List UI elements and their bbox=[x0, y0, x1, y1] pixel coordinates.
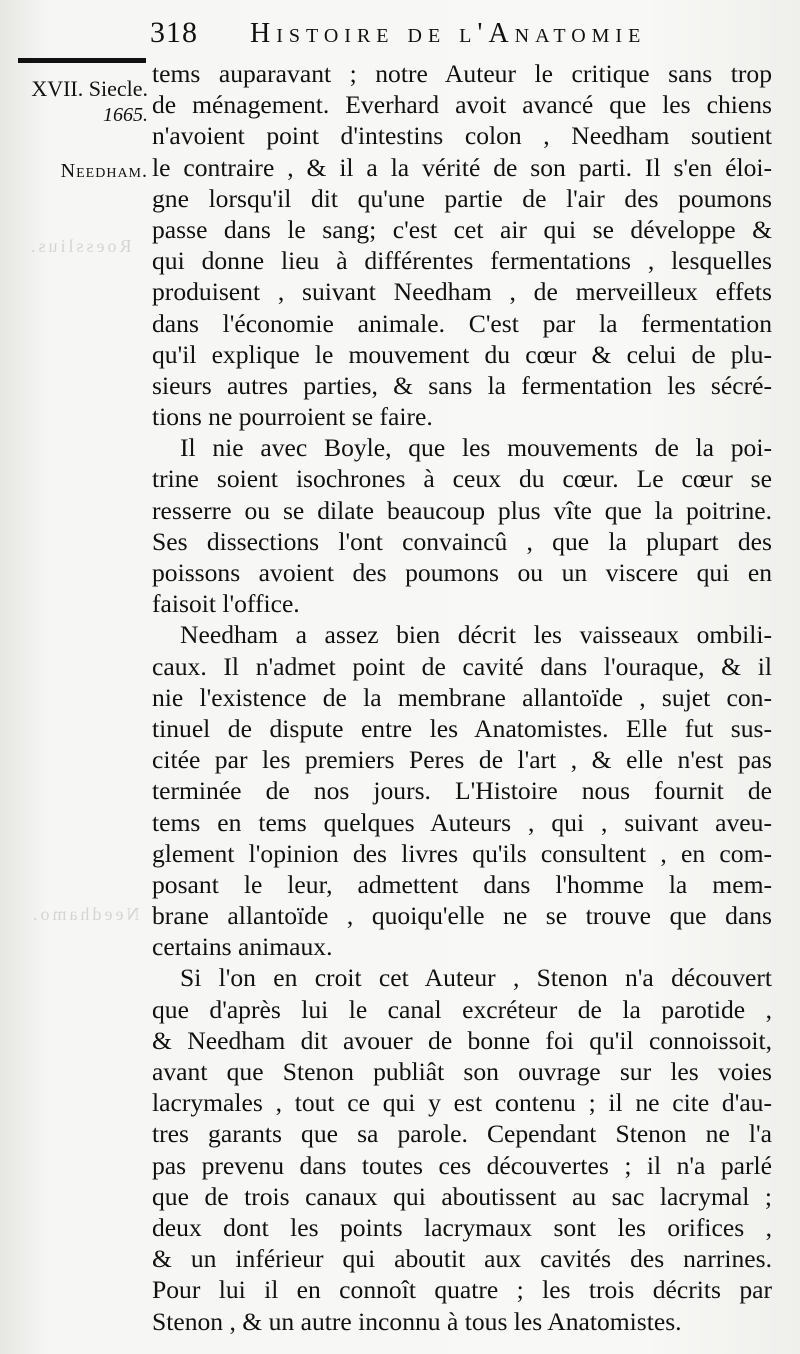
text-line: Ses dissections l'ont convaincû , que la plupart des bbox=[152, 526, 772, 556]
text-line: que d'après lui le canal excréteur de la parotide , bbox=[152, 994, 772, 1024]
text-line: resserre ou se dilate beaucoup plus vîte que la poitrine. bbox=[152, 495, 772, 525]
paragraph bbox=[152, 962, 772, 1336]
text-line: lacrymales , tout ce qui y est contenu ; il ne cite d'au- bbox=[152, 1088, 772, 1118]
text-line: Needham a assez bien décrit les vaisseaux ombili- bbox=[180, 620, 772, 650]
body-text bbox=[152, 58, 772, 1337]
paragraph bbox=[152, 619, 772, 962]
text-line: dans l'économie animale. C'est par la fermentation bbox=[152, 308, 772, 338]
margin-note-century: XVII. Siecle. bbox=[31, 76, 148, 101]
text-line: terminée de nos jours. L'Histoire nous fournit de bbox=[152, 776, 772, 806]
text-line: tions ne pourroient se faire. bbox=[152, 402, 433, 432]
text-line: trine soient isochrones à ceux du cœur. Le cœur se bbox=[152, 464, 772, 494]
text-line: deux dont les points lacrymaux sont les orifices , bbox=[152, 1212, 772, 1242]
text-line: gne lorsqu'il dit qu'une partie de l'air des poumons bbox=[152, 183, 772, 213]
text-line: tres garants que sa parole. Cependant Stenon ne l'a bbox=[152, 1119, 772, 1149]
text-line: brane allantoïde , quoiqu'elle ne se trouve que dans bbox=[152, 901, 772, 931]
text-line: Stenon , & un autre inconnu à tous les Anatomistes. bbox=[152, 1306, 682, 1336]
text-line: n'avoient point d'intestins colon , Needham soutient bbox=[152, 121, 772, 151]
text-line: nie l'existence de la membrane allantoïde , sujet con- bbox=[152, 682, 772, 712]
text-line: glement l'opinion des livres qu'ils consultent , en com- bbox=[152, 838, 772, 868]
paragraph bbox=[152, 58, 772, 432]
text-line: pas prevenu dans toutes ces découvertes ; il n'a parlé bbox=[152, 1150, 772, 1180]
margin-note-year: 1665. bbox=[103, 104, 148, 126]
page-number: 318 bbox=[150, 16, 198, 49]
text-line: citée par les premiers Peres de l'art , & elle n'est pas bbox=[152, 745, 772, 775]
header-rule bbox=[18, 58, 146, 63]
page-header bbox=[150, 14, 790, 54]
text-line: avant que Stenon publiât son ouvrage sur les voies bbox=[152, 1057, 772, 1086]
show-through-text-1: Roesslius. bbox=[28, 236, 132, 256]
text-line: faisoit l'office. bbox=[152, 589, 300, 619]
text-line: le contraire , & il a la vérité de son parti. Il s'en éloi- bbox=[152, 152, 772, 182]
margin-note-author: Needham. bbox=[60, 160, 148, 182]
text-line: Si l'on en croit cet Auteur , Stenon n'a découvert bbox=[180, 963, 772, 993]
text-line: posant le leur, admettent dans l'homme la mem- bbox=[152, 869, 772, 899]
text-line: Il nie avec Boyle, que les mouvements de la poi- bbox=[180, 433, 772, 463]
running-head: Histoire de l'Anatomie bbox=[250, 18, 647, 49]
show-through-text-2: Needhamo. bbox=[30, 904, 140, 924]
text-line: & Needham dit avouer de bonne foi qu'il connoissoit, bbox=[152, 1025, 772, 1055]
text-line: sieurs autres parties, & sans la fermentation les sécré- bbox=[152, 370, 772, 400]
text-line: poissons avoient des poumons ou un viscere qui en bbox=[152, 558, 772, 587]
text-line: tinuel de dispute entre les Anatomistes. Elle fut sus- bbox=[152, 713, 772, 743]
text-line: tems auparavant ; notre Auteur le critique sans trop bbox=[152, 59, 772, 88]
text-line: & un inférieur qui aboutit aux cavités des narrines. bbox=[152, 1244, 772, 1274]
text-line: Pour lui il en connoît quatre ; les trois décrits par bbox=[152, 1275, 772, 1305]
text-line: tems en tems quelques Auteurs , qui , suivant aveu- bbox=[152, 807, 772, 837]
paragraph bbox=[152, 432, 772, 619]
text-line: qui donne lieu à différentes fermentations , lesquelles bbox=[152, 246, 772, 276]
text-line: que de trois canaux qui aboutissent au sac lacrymal ; bbox=[152, 1181, 772, 1211]
text-line: qu'il explique le mouvement du cœur & celui de plu- bbox=[152, 339, 772, 369]
text-line: produisent , suivant Needham , de merveilleux effets bbox=[152, 277, 772, 307]
text-line: de ménagement. Everhard avoit avancé que les chiens bbox=[152, 90, 772, 120]
text-line: certains animaux. bbox=[152, 932, 333, 962]
text-line: caux. Il n'admet point de cavité dans l'ouraque, & il bbox=[152, 651, 772, 681]
text-line: passe dans le sang; c'est cet air qui se développe & bbox=[152, 214, 772, 244]
